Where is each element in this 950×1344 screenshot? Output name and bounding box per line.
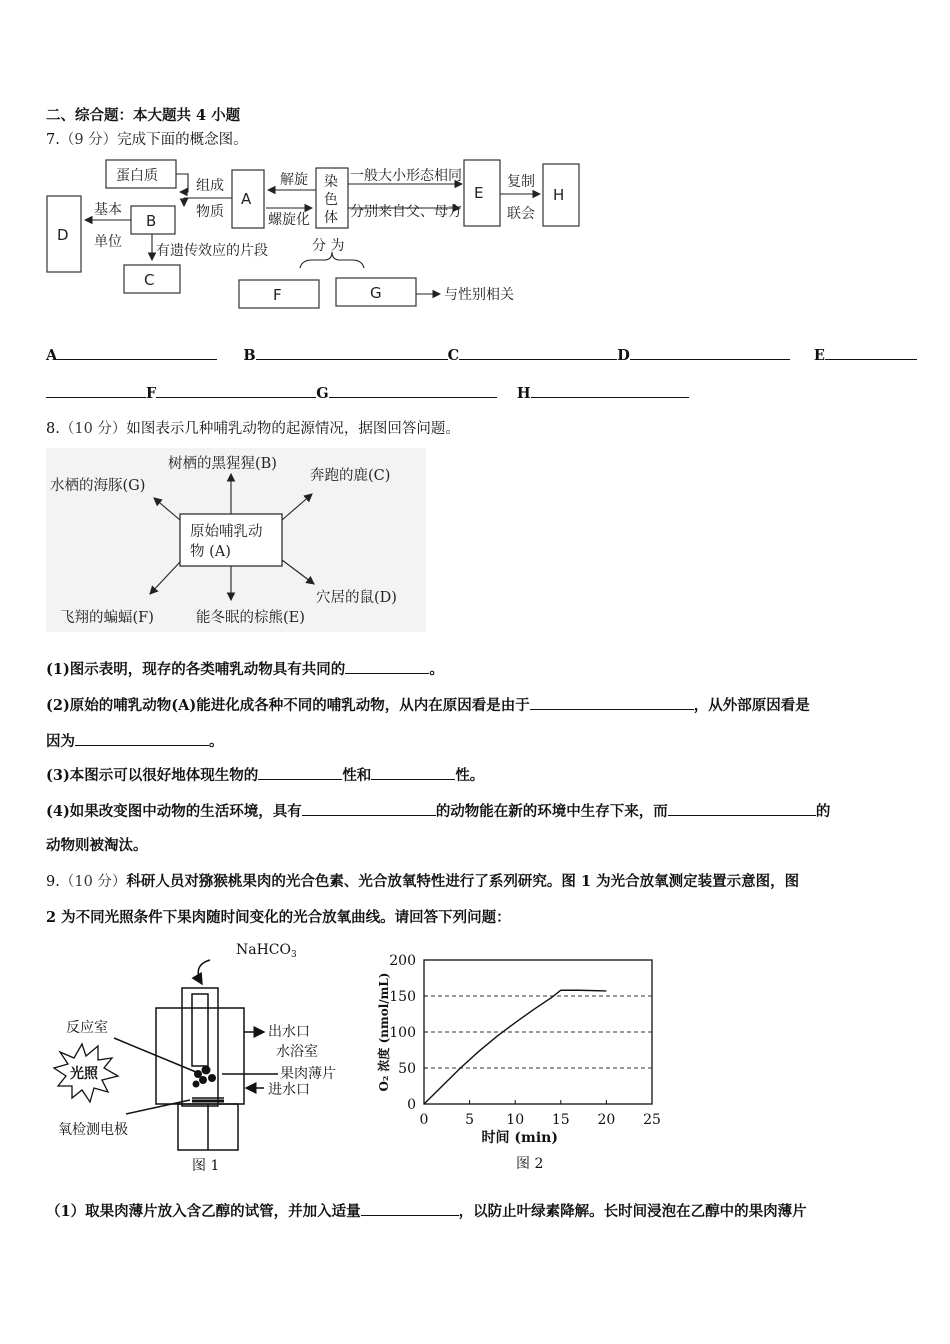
answer-blank-G[interactable] — [329, 384, 497, 398]
q8-subquestion-1 — [46, 658, 444, 679]
q8-blank-4b[interactable] — [668, 802, 816, 816]
water-bath-outer — [156, 1008, 244, 1104]
answer-blank-E[interactable] — [825, 346, 917, 360]
label-D: D — [57, 226, 69, 244]
label-chromosome-2: 色 — [324, 192, 338, 208]
q7-score: （9 分） — [59, 132, 118, 148]
q9-number: 9. — [46, 874, 60, 890]
y-axis-label: O₂ 浓度 (nmol/mL) — [377, 972, 391, 1092]
label-H: H — [553, 186, 565, 204]
label-bear: 能冬眠的棕熊(E) — [196, 610, 305, 626]
q9-s1-text-b: ，以防止叶绿素降解。长时间浸泡在乙醇中的果肉薄片 — [458, 1203, 807, 1220]
label-lianhui: 联会 — [507, 206, 535, 222]
label-jiexuan: 解旋 — [280, 172, 308, 188]
answer-label-H: H — [516, 385, 531, 402]
q8-heading — [46, 417, 460, 438]
q8-s4-text-a: (4)如果改变图中动物的生活环境，具有 — [46, 803, 302, 820]
q8-blank-3b[interactable] — [371, 766, 455, 780]
x-tick-label-5: 5 — [465, 1112, 475, 1128]
q9-figure-2-chart — [370, 946, 670, 1176]
q8-blank-1[interactable] — [345, 660, 429, 674]
q8-blank-4a[interactable] — [302, 802, 436, 816]
q9-s1-text-a: （1）取果肉薄片放入含乙醇的试管，并加入适量 — [46, 1203, 361, 1220]
label-luoxuanhua: 螺旋化 — [268, 212, 310, 228]
label-B: B — [146, 212, 157, 230]
x-axis-label: 时间 (min) — [481, 1130, 558, 1146]
label-G: G — [370, 284, 382, 302]
label-sex-related: 与性别相关 — [444, 287, 514, 303]
label-chromosome-3: 体 — [324, 210, 338, 226]
answer-label-F: F — [146, 385, 157, 402]
q9-score: （10 分） — [59, 874, 127, 890]
label-original-2: 物 (A) — [190, 544, 231, 560]
answer-label-A: A — [46, 347, 58, 364]
label-nahco3: NaHCO$_3$ — [236, 942, 297, 960]
label-reaction-chamber: 反应室 — [66, 1020, 108, 1036]
label-danwei: 单位 — [94, 234, 122, 250]
y-tick-label-50: 50 — [398, 1061, 416, 1077]
answer-blank-C[interactable] — [459, 346, 617, 360]
y-tick-label-200: 200 — [389, 953, 416, 969]
series-line-0 — [424, 990, 606, 1104]
q8-s1-text: (1)图示表明，现存的各类哺乳动物具有共同的 — [46, 661, 346, 678]
y-tick-label-0: 0 — [407, 1097, 416, 1113]
q9-stem-1: 科研人员对猕猴桃果肉的光合色素、光合放氧特性进行了系列研究。图 1 为光合放氧测定装置示意图，图 — [126, 873, 800, 890]
reaction-chamber — [182, 988, 218, 1106]
section-title: 二、综合题：本大题共 4 小题 — [46, 107, 241, 124]
answer-blank-H[interactable] — [531, 384, 689, 398]
q8-s1-end: 。 — [429, 661, 444, 678]
label-from-parents: 分别来自父、母方 — [350, 204, 462, 220]
label-protein: 蛋白质 — [116, 168, 158, 184]
answer-blank-B[interactable] — [256, 346, 448, 360]
x-tick-label-10: 10 — [506, 1112, 525, 1128]
label-chromosome-1: 染 — [324, 174, 338, 190]
q8-evolution-diagram — [46, 448, 426, 632]
answer-label-B: B — [243, 347, 256, 364]
label-deer: 奔跑的鹿(C) — [310, 468, 391, 484]
q8-score: （10 分） — [59, 421, 127, 437]
q8-s3-text-b: 性和 — [342, 767, 372, 784]
label-water-bath: 水浴室 — [276, 1044, 318, 1060]
x-tick-label-25: 25 — [643, 1112, 661, 1128]
label-zucheng: 组成 — [196, 178, 224, 194]
y-tick-label-100: 100 — [389, 1025, 416, 1041]
q9-stem-2: 2 为不同光照条件下果肉随时间变化的光合放氧曲线。请回答下列问题： — [46, 909, 511, 926]
q8-blank-3a[interactable] — [258, 766, 342, 780]
q7-answer-row-1 — [46, 346, 917, 364]
answer-label-D: D — [617, 347, 630, 364]
answer-blank-A[interactable] — [57, 346, 217, 360]
q8-s2-end: 。 — [209, 733, 224, 750]
answer-blank-E-cont[interactable] — [46, 384, 146, 398]
label-same-shape: 一般大小形态相同 — [350, 168, 462, 184]
q8-subquestion-4-cont: 动物则被淘汰。 — [46, 837, 148, 854]
q8-s4-text-b: 的动物能在新的环境中生存下来，而 — [435, 803, 668, 820]
x-tick-label-0: 0 — [419, 1112, 429, 1128]
label-A: A — [241, 190, 252, 208]
answer-label-C: C — [447, 347, 460, 364]
q7-concept-map — [40, 150, 565, 320]
q7-number: 7. — [46, 132, 60, 148]
answer-label-G: G — [316, 385, 329, 402]
q8-s2-text-a: (2)原始的哺乳动物(A)能进化成各种不同的哺乳动物，从内在原因看是由于 — [46, 697, 530, 714]
q7-answer-row-2 — [46, 384, 689, 402]
q8-blank-2a[interactable] — [530, 696, 694, 710]
x-tick-label-15: 15 — [551, 1112, 570, 1128]
label-F: F — [273, 286, 282, 304]
answer-blank-F[interactable] — [156, 384, 316, 398]
answer-blank-D[interactable] — [630, 346, 790, 360]
q7-heading — [46, 128, 248, 149]
label-fenwei: 分 为 — [312, 238, 345, 254]
label-original-1: 原始哺乳动 — [190, 524, 263, 540]
q9-subquestion-1 — [46, 1200, 807, 1221]
label-E: E — [474, 184, 484, 202]
q8-subquestion-2-cont — [46, 730, 224, 751]
q8-s3-text-c: 性。 — [455, 767, 485, 784]
label-fuzhi: 复制 — [507, 174, 535, 190]
q8-s4-text-c: 的 — [815, 803, 831, 820]
q8-s3-text-a: (3)本图示可以很好地体现生物的 — [46, 767, 259, 784]
label-fruit-slice: 果肉薄片 — [280, 1066, 336, 1082]
q8-subquestion-4 — [46, 800, 830, 821]
label-chimp: 树栖的黑猩猩(B) — [168, 456, 277, 472]
label-C: C — [144, 271, 155, 289]
answer-label-E: E — [813, 347, 825, 364]
q8-subquestion-3 — [46, 764, 484, 785]
q9-blank-1[interactable] — [361, 1202, 459, 1216]
label-inlet: 进水口 — [268, 1082, 310, 1098]
q9-heading — [46, 870, 799, 891]
q8-s2-text-c: 因为 — [46, 733, 75, 750]
q8-s2-text-b: ，从外部原因看是 — [693, 697, 810, 714]
label-mouse: 穴居的鼠(D) — [316, 590, 397, 606]
q8-stem: 如图表示几种哺乳动物的起源情况，据图回答问题。 — [126, 421, 460, 437]
q8-blank-2b[interactable] — [75, 732, 209, 746]
label-effect-segment: 有遗传效应的片段 — [156, 243, 268, 259]
label-wuzhi: 物质 — [196, 204, 224, 220]
inlet-tube — [192, 994, 208, 1066]
q8-number: 8. — [46, 421, 60, 437]
x-tick-label-20: 20 — [597, 1112, 616, 1128]
y-tick-label-150: 150 — [389, 989, 416, 1005]
q8-subquestion-2 — [46, 694, 810, 715]
figure-1-caption: 图 1 — [192, 1158, 220, 1174]
label-bat: 飞翔的蝙蝠(F) — [60, 610, 154, 626]
label-jiben: 基本 — [94, 202, 122, 218]
q9-figure-1-apparatus — [46, 940, 356, 1176]
label-light: 光照 — [70, 1066, 98, 1082]
q7-stem: 完成下面的概念图。 — [117, 132, 248, 148]
label-electrode: 氧检测电极 — [58, 1122, 128, 1138]
figure-2-caption: 图 2 — [516, 1156, 544, 1172]
label-outlet: 出水口 — [268, 1024, 310, 1040]
label-dolphin: 水栖的海豚(G) — [50, 478, 146, 494]
